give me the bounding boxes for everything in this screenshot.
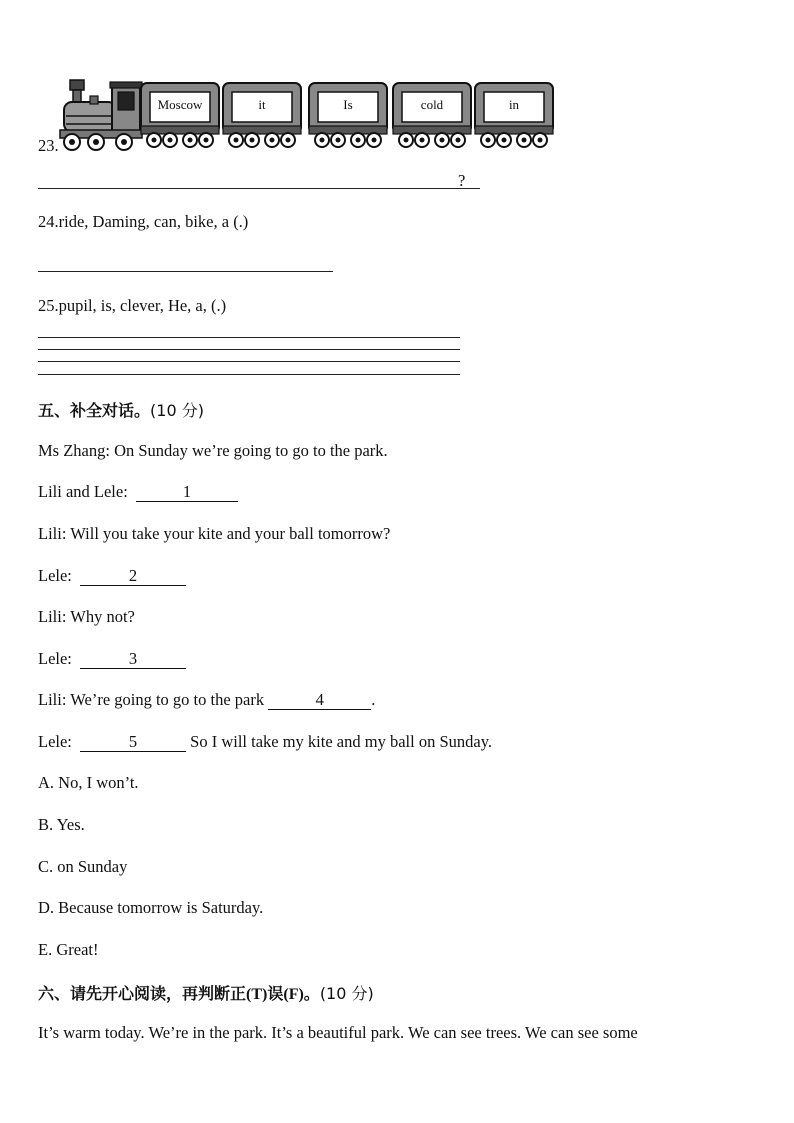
section6-title-b: 误 bbox=[267, 984, 284, 1003]
dialogue-line bbox=[38, 482, 238, 502]
train-car-4 bbox=[392, 82, 472, 150]
q24-answer-line[interactable] bbox=[38, 271, 333, 272]
q24-prompt: 24.ride, Daming, can, bike, a (.) bbox=[38, 212, 249, 231]
option-e: E. Great! bbox=[38, 940, 99, 959]
answer-blank[interactable]: 5 bbox=[80, 733, 186, 752]
dialogue-text: Why not? bbox=[70, 607, 135, 626]
q25-answer-line[interactable] bbox=[38, 337, 460, 338]
speaker: Lili: bbox=[38, 524, 67, 543]
dialogue-text: Will you take your kite and your ball tomorrow? bbox=[70, 524, 391, 543]
answer-blank[interactable]: 1 bbox=[136, 483, 238, 502]
section5-title: 五、补全对话。 bbox=[38, 401, 151, 420]
speaker: Lele: bbox=[38, 649, 72, 668]
q23-end-mark: ? bbox=[458, 171, 466, 190]
speaker: Lele: bbox=[38, 732, 72, 751]
car-word: it bbox=[258, 97, 266, 112]
speaker: Lili: bbox=[38, 607, 67, 626]
dialogue-line bbox=[38, 566, 186, 586]
car-word: Moscow bbox=[157, 97, 203, 112]
dialogue-text: So I will take my kite and my ball on Sunday. bbox=[190, 732, 493, 751]
section6-heading bbox=[38, 981, 374, 1004]
dialogue-text: We’re going to go to the park bbox=[70, 690, 265, 709]
section5-heading bbox=[38, 398, 204, 421]
speaker: Lele: bbox=[38, 566, 72, 585]
answer-blank[interactable]: 2 bbox=[80, 567, 186, 586]
train-car-1 bbox=[140, 82, 220, 150]
section6-score: (10 分) bbox=[319, 984, 374, 1003]
q25-prompt: 25.pupil, is, clever, He, a, (.) bbox=[38, 296, 227, 315]
car-word: Is bbox=[343, 97, 353, 112]
q23-number: 23. bbox=[38, 136, 59, 155]
locomotive-icon bbox=[56, 78, 144, 154]
option-d: D. Because tomorrow is Saturday. bbox=[38, 898, 264, 917]
section5-score: (10 分) bbox=[150, 401, 204, 420]
option-c: C. on Sunday bbox=[38, 857, 128, 876]
q25-answer-line[interactable] bbox=[38, 374, 460, 375]
dialogue-line bbox=[38, 649, 186, 669]
answer-blank[interactable]: 3 bbox=[80, 650, 186, 669]
dialogue-line bbox=[38, 607, 135, 627]
dialogue-text: . bbox=[371, 690, 376, 709]
reading-passage: It’s warm today. We’re in the park. It’s a beautiful park. We can see trees. We can see some bbox=[38, 1023, 638, 1042]
dialogue-line bbox=[38, 690, 375, 710]
section6-title-t: (T) bbox=[246, 986, 268, 1003]
option-b: B. Yes. bbox=[38, 815, 85, 834]
train-car-5 bbox=[474, 82, 554, 150]
train-car-2 bbox=[222, 82, 302, 150]
section6-title-f: (F) bbox=[283, 986, 304, 1003]
q23-answer-line[interactable] bbox=[38, 188, 480, 189]
car-word: in bbox=[508, 97, 520, 112]
speaker: Lili and Lele: bbox=[38, 482, 128, 501]
dialogue-text: On Sunday we’re going to go to the park. bbox=[114, 441, 388, 460]
speaker: Lili: bbox=[38, 690, 67, 709]
section6-title-c: 。 bbox=[303, 984, 320, 1003]
dialogue-line bbox=[38, 441, 388, 461]
answer-blank[interactable]: 4 bbox=[268, 691, 371, 710]
option-a: A. No, I won’t. bbox=[38, 773, 139, 792]
speaker: Ms Zhang: bbox=[38, 441, 110, 460]
q25-answer-line[interactable] bbox=[38, 349, 460, 350]
train-car-3 bbox=[308, 82, 388, 150]
section6-title-a: 六、请先开心阅读，再判断正 bbox=[38, 984, 247, 1003]
dialogue-line bbox=[38, 524, 390, 544]
q23-train bbox=[56, 78, 560, 154]
dialogue-line bbox=[38, 732, 492, 752]
car-word: cold bbox=[420, 97, 444, 112]
q25-answer-line[interactable] bbox=[38, 361, 460, 362]
